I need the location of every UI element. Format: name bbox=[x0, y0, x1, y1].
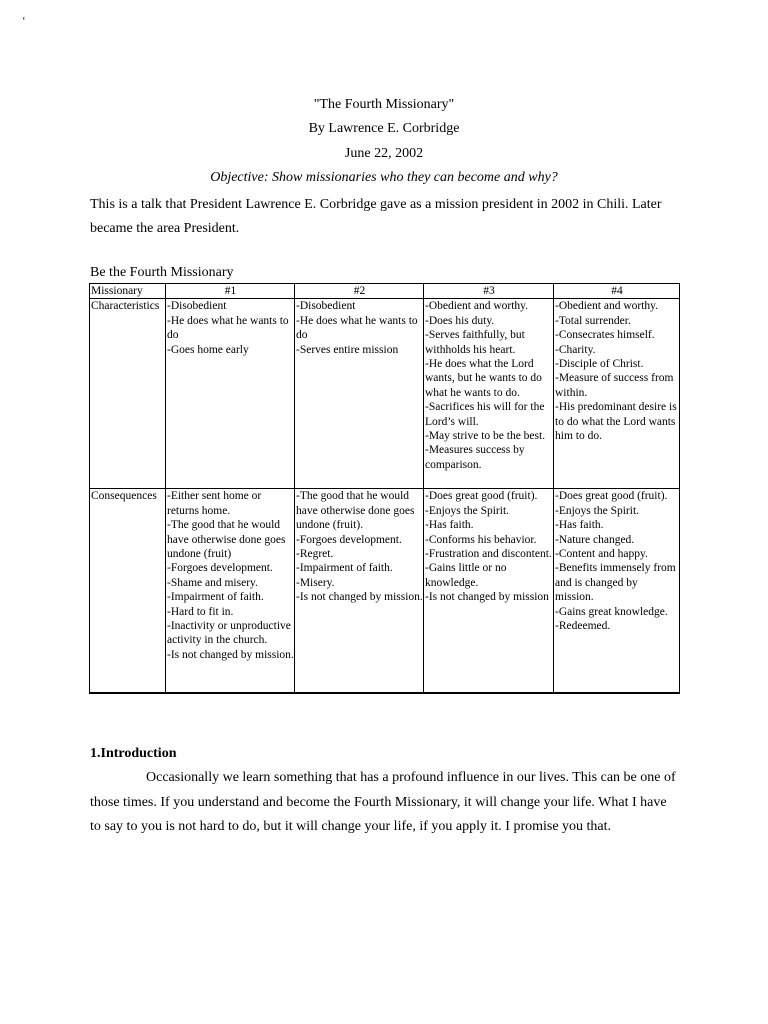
cell-line: -Measures success by comparison. bbox=[425, 444, 525, 471]
cell-characteristics-4 bbox=[554, 299, 680, 489]
cell-line: -Is not changed by mission. bbox=[296, 591, 423, 604]
cell-line: -Has faith. bbox=[425, 519, 474, 532]
cell-consequences-4 bbox=[554, 489, 680, 694]
cell-consequences-2 bbox=[295, 489, 424, 694]
cell-line: -The good that he would have otherwise done goes undone (fruit) bbox=[167, 519, 286, 561]
cell-line: -He does what he wants to do bbox=[167, 314, 289, 342]
cell-line: -Frustration and discontent. bbox=[425, 548, 552, 561]
cell-line: -Does his duty. bbox=[425, 314, 495, 327]
row-label-consequences: Consequences bbox=[90, 489, 166, 694]
cell-line: -Has faith. bbox=[555, 519, 604, 532]
cell-line: -Content and happy. bbox=[555, 548, 648, 561]
section-heading: 1.Introduction bbox=[90, 746, 177, 761]
intro-paragraph: This is a talk that President Lawrence E. Corbridge gave as a mission president in 2002 in Chili. Later became the area President. bbox=[90, 197, 662, 236]
cell-consequences-1 bbox=[166, 489, 295, 694]
cell-consequences-3 bbox=[424, 489, 554, 694]
cell-line: -Serves entire mission bbox=[296, 343, 399, 356]
cell-line: -May strive to be the best. bbox=[425, 430, 546, 443]
cell-line: -Goes home early bbox=[167, 343, 249, 356]
cell-line: -Total surrender. bbox=[555, 314, 631, 327]
section-body: Occasionally we learn something that has a profound influence in our lives. This can be one of those times. If you understand and become the Fourth Missionary, it will change your life. What I have to say to you is not hard to do, but it will change your life, if you apply it. I promise you that. bbox=[90, 770, 676, 834]
header-3: #3 bbox=[424, 284, 554, 299]
objective-line: Objective: Show missionaries who they can become and why? bbox=[210, 170, 558, 185]
header-2: #2 bbox=[295, 284, 424, 299]
cell-line: -Forgoes development. bbox=[167, 562, 273, 575]
cell-line: -Disobedient bbox=[296, 300, 356, 313]
cell-line: -The good that he would have otherwise done goes undone (fruit). bbox=[296, 490, 415, 532]
cell-line: -His predominant desire is to do what the Lord wants him to do. bbox=[555, 401, 677, 443]
cell-line: -Either sent home or returns home. bbox=[167, 490, 262, 517]
cell-line: -Obedient and worthy. bbox=[555, 300, 659, 313]
header-1: #1 bbox=[166, 284, 295, 299]
cell-characteristics-1 bbox=[166, 299, 295, 489]
author-line: By Lawrence E. Corbridge bbox=[308, 121, 460, 136]
cell-line: -Does great good (fruit). bbox=[555, 490, 668, 503]
cell-characteristics-2 bbox=[295, 299, 424, 489]
table-row-characteristics bbox=[90, 299, 680, 489]
cell-line: -Charity. bbox=[555, 343, 596, 356]
cell-line: -Shame and misery. bbox=[167, 576, 258, 589]
cell-line: -Regret. bbox=[296, 548, 334, 561]
cell-line: -Consecrates himself. bbox=[555, 329, 655, 342]
cell-line: -Measure of success from within. bbox=[555, 372, 674, 399]
cell-line: -Conforms his behavior. bbox=[425, 533, 537, 546]
cell-line: -Nature changed. bbox=[555, 533, 635, 546]
cell-line: -He does what the Lord wants, but he wants to do what he wants to do. bbox=[425, 358, 542, 399]
cell-line: -Does great good (fruit). bbox=[425, 490, 538, 503]
row-label-characteristics: Characteristics bbox=[90, 299, 166, 489]
table-title: Be the Fourth Missionary bbox=[90, 265, 234, 280]
document-title: "The Fourth Missionary" bbox=[313, 97, 455, 112]
cell-line: -Misery. bbox=[296, 576, 335, 589]
cell-line: -Sacrifices his will for the Lord’s will. bbox=[425, 401, 545, 428]
table-header-row bbox=[90, 284, 680, 299]
cell-line: -Benefits immensely from and is changed by mission. bbox=[555, 562, 676, 604]
cell-line: -Impairment of faith. bbox=[296, 562, 393, 575]
cell-line: -Forgoes development. bbox=[296, 533, 402, 546]
cell-line: -Disobedient bbox=[167, 300, 227, 313]
cell-line: -Redeemed. bbox=[555, 620, 611, 633]
cell-line: -Gains little or no knowledge. bbox=[425, 562, 507, 589]
table-row-consequences bbox=[90, 489, 680, 694]
header-missionary: Missionary bbox=[90, 284, 166, 299]
cell-line: -Is not changed by mission bbox=[425, 591, 549, 604]
cell-line: -Enjoys the Spirit. bbox=[555, 504, 640, 517]
cell-line: -He does what he wants to do bbox=[296, 314, 418, 342]
cell-line: -Gains great knowledge. bbox=[555, 605, 668, 618]
cell-line: -Hard to fit in. bbox=[167, 605, 234, 618]
missionary-table bbox=[89, 283, 680, 694]
cell-line: -Serves faithfully, but withholds his heart. bbox=[425, 329, 525, 356]
cell-line: -Enjoys the Spirit. bbox=[425, 504, 510, 517]
cell-characteristics-3 bbox=[424, 299, 554, 489]
cell-line: -Inactivity or unproductive activity in the church. bbox=[167, 620, 291, 647]
date-line: June 22, 2002 bbox=[344, 146, 424, 161]
cell-line: -Obedient and worthy. bbox=[425, 300, 529, 313]
cell-line: -Is not changed by mission. bbox=[167, 648, 294, 661]
header-4: #4 bbox=[554, 284, 680, 299]
cell-line: -Impairment of faith. bbox=[167, 591, 264, 604]
cell-line: -Disciple of Christ. bbox=[555, 358, 644, 371]
corner-mark: ‘ bbox=[22, 15, 26, 27]
